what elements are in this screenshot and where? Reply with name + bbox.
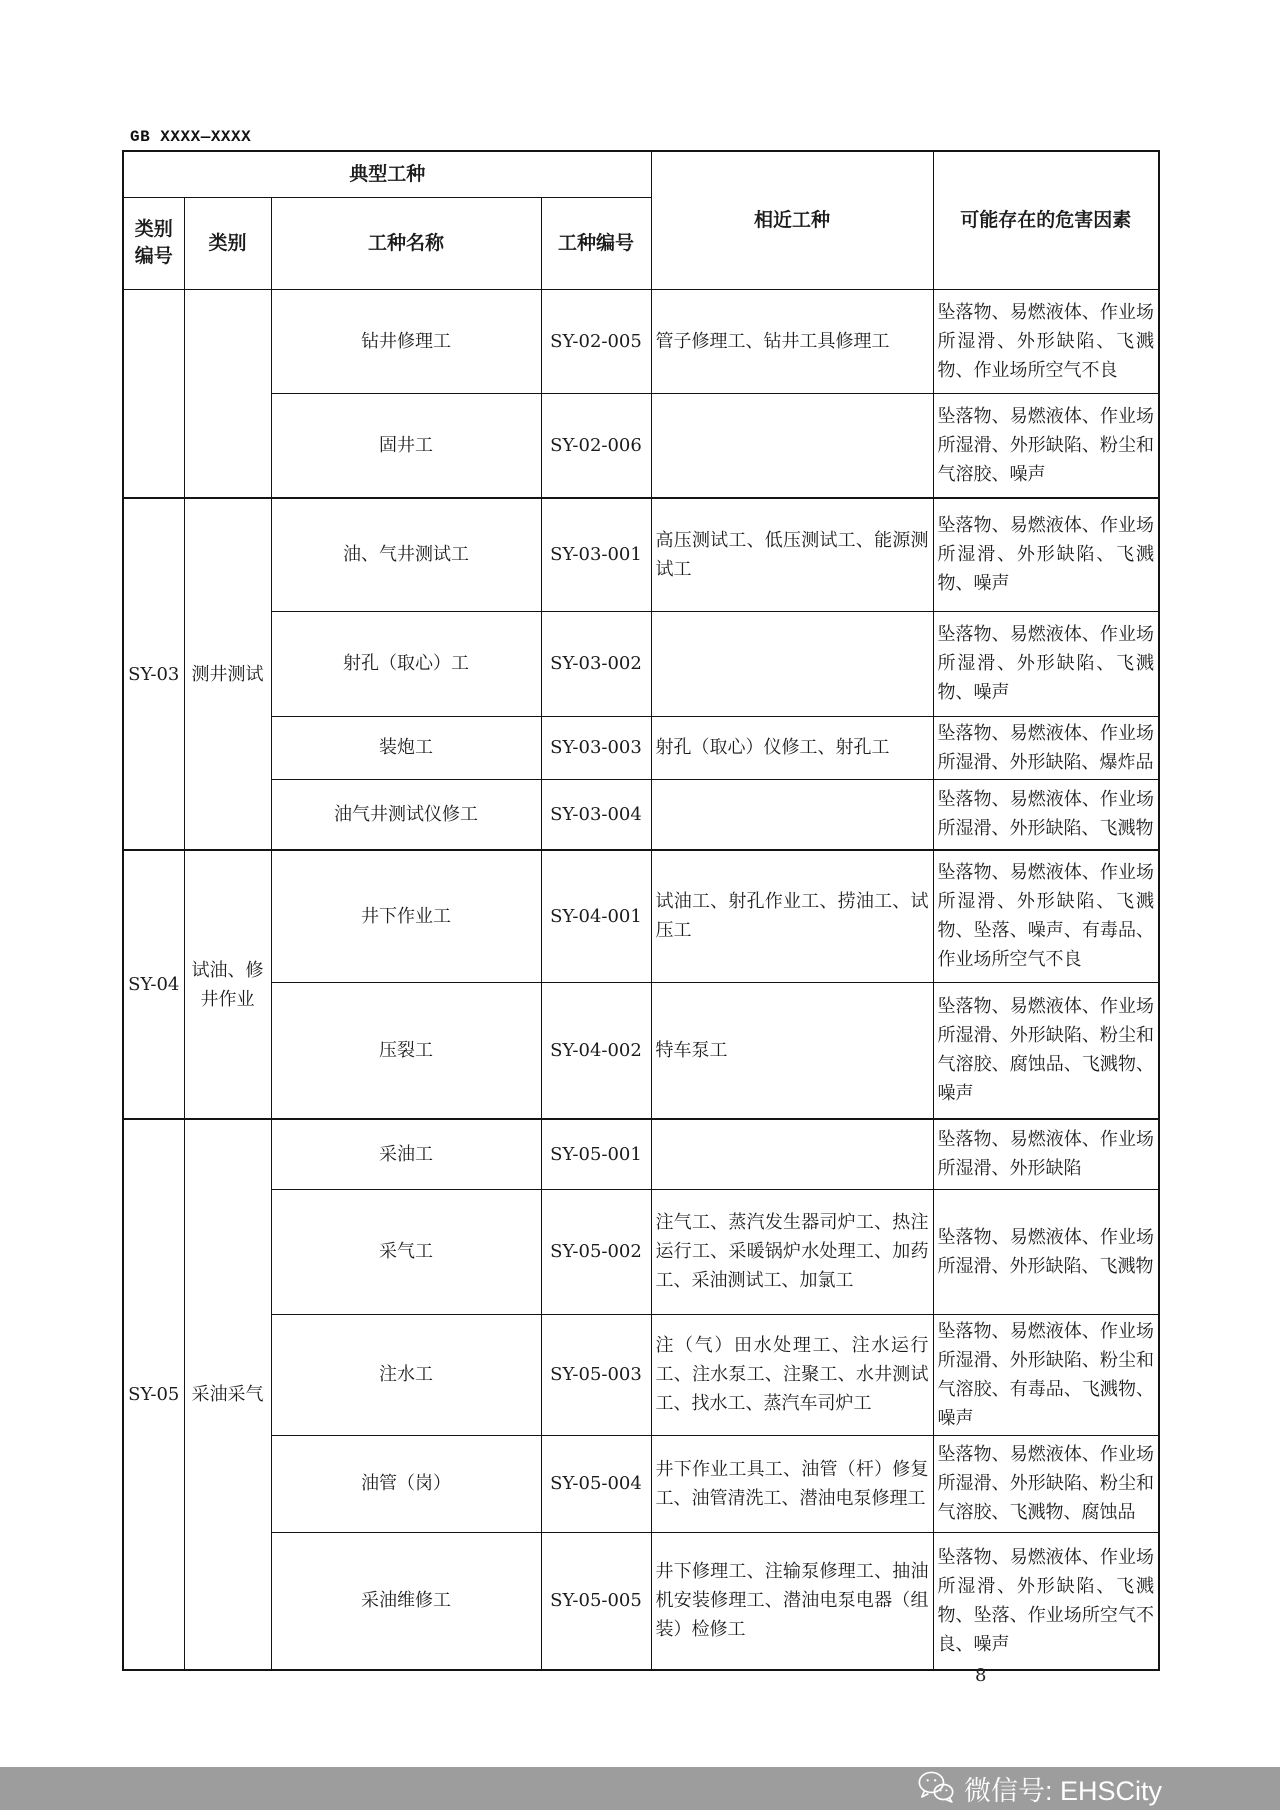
cell-job-code: SY-03-003 — [541, 716, 651, 779]
cell-hazards: 坠落物、易燃液体、作业场所湿滑、外形缺陷、粉尘和气溶胶、腐蚀品、飞溅物、噪声 — [933, 982, 1159, 1119]
header-category: 类别 — [184, 197, 271, 289]
cell-job-name: 压裂工 — [271, 982, 541, 1119]
cell-hazards: 坠落物、易燃液体、作业场所湿滑、外形缺陷、飞溅物 — [933, 1189, 1159, 1314]
cell-hazards: 坠落物、易燃液体、作业场所湿滑、外形缺陷、爆炸品 — [933, 716, 1159, 779]
cell-hazards: 坠落物、易燃液体、作业场所湿滑、外形缺陷、粉尘和气溶胶、有毒品、飞溅物、噪声 — [933, 1314, 1159, 1435]
cell-similar — [651, 611, 933, 716]
header-similar-jobs: 相近工种 — [651, 151, 933, 289]
cell-job-name: 采油工 — [271, 1119, 541, 1189]
header-typical-jobs: 典型工种 — [123, 151, 651, 197]
job-hazard-table — [122, 150, 1160, 1671]
header-job-name: 工种名称 — [271, 197, 541, 289]
cell-job-code: SY-04-001 — [541, 850, 651, 982]
cell-hazards: 坠落物、易燃液体、作业场所湿滑、外形缺陷 — [933, 1119, 1159, 1189]
cell-job-code: SY-03-004 — [541, 779, 651, 850]
cell-job-name: 油、气井测试工 — [271, 498, 541, 611]
cell-job-code: SY-05-002 — [541, 1189, 651, 1314]
cell-similar: 高压测试工、低压测试工、能源测试工 — [651, 498, 933, 611]
header-job-code: 工种编号 — [541, 197, 651, 289]
cell-hazards: 坠落物、易燃液体、作业场所湿滑、外形缺陷、飞溅物、噪声 — [933, 611, 1159, 716]
cell-similar: 射孔（取心）仪修工、射孔工 — [651, 716, 933, 779]
group-label — [184, 289, 271, 498]
group-label: 试油、修井作业 — [184, 850, 271, 1119]
header-category-no: 类别编号 — [123, 197, 184, 289]
cell-similar — [651, 393, 933, 498]
cell-job-name: 射孔（取心）工 — [271, 611, 541, 716]
cell-job-name: 注水工 — [271, 1314, 541, 1435]
cell-hazards: 坠落物、易燃液体、作业场所湿滑、外形缺陷、飞溅物、作业场所空气不良 — [933, 289, 1159, 393]
cell-similar: 注（气）田水处理工、注水运行工、注水泵工、注聚工、水井测试工、找水工、蒸汽车司炉工 — [651, 1314, 933, 1435]
group-id: SY-05 — [123, 1119, 184, 1670]
cell-similar: 井下作业工具工、油管（杆）修复工、油管清洗工、潜油电泵修理工 — [651, 1435, 933, 1532]
header-hazards: 可能存在的危害因素 — [933, 151, 1159, 289]
cell-hazards: 坠落物、易燃液体、作业场所湿滑、外形缺陷、飞溅物、坠落、噪声、有毒品、作业场所空气不良 — [933, 850, 1159, 982]
cell-hazards: 坠落物、易燃液体、作业场所湿滑、外形缺陷、飞溅物、坠落、作业场所空气不良、噪声 — [933, 1532, 1159, 1670]
cell-similar: 试油工、射孔作业工、捞油工、试压工 — [651, 850, 933, 982]
cell-job-name: 油管（岗） — [271, 1435, 541, 1532]
group-label: 测井测试 — [184, 498, 271, 850]
standard-code: GB XXXX—XXXX — [130, 128, 252, 146]
cell-similar: 管子修理工、钻井工具修理工 — [651, 289, 933, 393]
cell-hazards: 坠落物、易燃液体、作业场所湿滑、外形缺陷、飞溅物、噪声 — [933, 498, 1159, 611]
cell-hazards: 坠落物、易燃液体、作业场所湿滑、外形缺陷、粉尘和气溶胶、飞溅物、腐蚀品 — [933, 1435, 1159, 1532]
cell-job-name: 油气井测试仪修工 — [271, 779, 541, 850]
cell-job-code: SY-04-002 — [541, 982, 651, 1119]
cell-job-name: 采气工 — [271, 1189, 541, 1314]
cell-job-name: 采油维修工 — [271, 1532, 541, 1670]
cell-hazards: 坠落物、易燃液体、作业场所湿滑、外形缺陷、飞溅物 — [933, 779, 1159, 850]
cell-job-name: 井下作业工 — [271, 850, 541, 982]
cell-similar — [651, 779, 933, 850]
cell-hazards: 坠落物、易燃液体、作业场所湿滑、外形缺陷、粉尘和气溶胶、噪声 — [933, 393, 1159, 498]
wechat-label: 微信号: EHSCity — [963, 1776, 1162, 1806]
wechat-icon — [916, 1769, 956, 1805]
cell-job-name: 固井工 — [271, 393, 541, 498]
page-number: 8 — [975, 1665, 987, 1686]
group-label: 采油采气 — [184, 1119, 271, 1670]
group-id: SY-04 — [123, 850, 184, 1119]
cell-job-code: SY-03-002 — [541, 611, 651, 716]
cell-similar: 特车泵工 — [651, 982, 933, 1119]
cell-job-name: 装炮工 — [271, 716, 541, 779]
cell-similar: 井下修理工、注输泵修理工、抽油机安装修理工、潜油电泵电器（组装）检修工 — [651, 1532, 933, 1670]
footer-bar — [0, 1767, 1280, 1810]
cell-job-name: 钻井修理工 — [271, 289, 541, 393]
cell-job-code: SY-02-006 — [541, 393, 651, 498]
cell-job-code: SY-05-004 — [541, 1435, 651, 1532]
group-id: SY-03 — [123, 498, 184, 850]
cell-similar: 注气工、蒸汽发生器司炉工、热注运行工、采暖锅炉水处理工、加药工、采油测试工、加氯工 — [651, 1189, 933, 1314]
cell-job-code: SY-02-005 — [541, 289, 651, 393]
cell-job-code: SY-03-001 — [541, 498, 651, 611]
cell-job-code: SY-05-001 — [541, 1119, 651, 1189]
cell-similar — [651, 1119, 933, 1189]
cell-job-code: SY-05-003 — [541, 1314, 651, 1435]
group-id — [123, 289, 184, 498]
cell-job-code: SY-05-005 — [541, 1532, 651, 1670]
